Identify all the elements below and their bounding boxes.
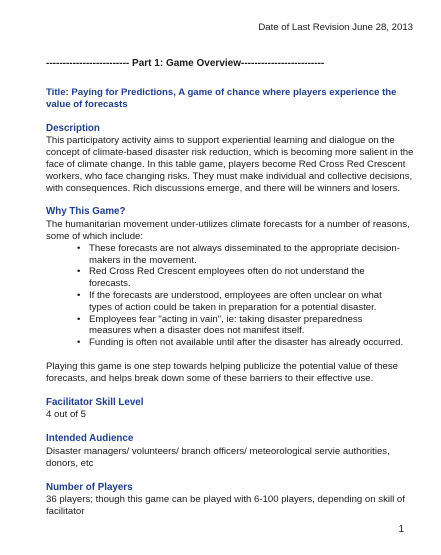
bullet-icon: •: [77, 242, 81, 254]
description-text: This participatory activity aims to support experiential learning and dialogue on the concept of climate-based disaster risk reduction, which is becoming more salient in the face of climate change. In this table game, players become Red Cross Red Crescent workers, who face changing risks. They must make individual and collective decisions, with consequences. Rich discussions emerge, and there will be winners and losers.: [46, 135, 414, 194]
audience-section: [46, 433, 414, 469]
description-section: [46, 123, 414, 195]
part-label: Part 1: Game Overview: [132, 58, 241, 69]
why-heading: Why This Game?: [46, 206, 126, 218]
game-title: Title: Paying for Predictions, A game of chance where players experience the value of forecasts: [46, 87, 397, 110]
bullet-icon: •: [77, 313, 81, 325]
skill-section: [46, 397, 414, 422]
why-section: [46, 206, 414, 384]
document-body: [46, 87, 414, 518]
why-intro: The humanitarian movement under-utilizes climate forecasts for a number of reasons, some of which include:: [46, 219, 410, 242]
description-heading: Description: [46, 122, 100, 134]
skill-heading: Facilitator Skill Level: [46, 396, 144, 408]
list-item-text: Red Cross Red Crescent employees often do not understand the forecasts.: [89, 266, 365, 290]
list-item: [77, 289, 414, 314]
list-item: [77, 266, 414, 290]
list-item-text: If the forecasts are understood, employees are often unclear on what types of action could be taken in preparation for a potential disaster.: [89, 289, 382, 313]
page-number: 1: [398, 524, 404, 535]
bullet-icon: •: [77, 337, 81, 349]
list-item: [77, 337, 414, 349]
players-section: [46, 482, 414, 518]
bullet-icon: •: [77, 266, 81, 278]
list-item-text: Funding is often not available until after the disaster has already occurred.: [89, 337, 404, 349]
bullet-icon: •: [77, 289, 81, 301]
list-item: [77, 313, 414, 338]
list-item: [77, 242, 414, 267]
players-heading: Number of Players: [46, 481, 133, 493]
revision-date: Date of Last Revision June 28, 2013: [258, 22, 413, 33]
audience-heading: Intended Audience: [46, 433, 134, 445]
list-item-text: These forecasts are not always disseminated to the appropriate decision-makers in the movement.: [89, 242, 400, 266]
skill-value: 4 out of 5: [46, 409, 87, 421]
list-item-text: Employees fear "acting in vain", ie: taking disaster preparedness measures when a disaster does not manifest itself.: [89, 313, 363, 337]
part-dashes-left: -------------------------: [46, 58, 130, 69]
part-dashes-right: -------------------------: [241, 58, 325, 69]
players-value: 36 players; though this game can be played with 6-100 players, depending on skill of facilitator: [46, 494, 405, 518]
audience-value: Disaster managers/ volunteers/ branch officers/ meteorological servie authorities, donors, etc: [46, 445, 390, 469]
part-heading: [46, 58, 324, 69]
reasons-list: [77, 242, 414, 349]
why-closing: Playing this game is one step towards helping publicize the potential value of these forecasts, and helps break down some of these barriers to their effective use.: [46, 360, 398, 384]
